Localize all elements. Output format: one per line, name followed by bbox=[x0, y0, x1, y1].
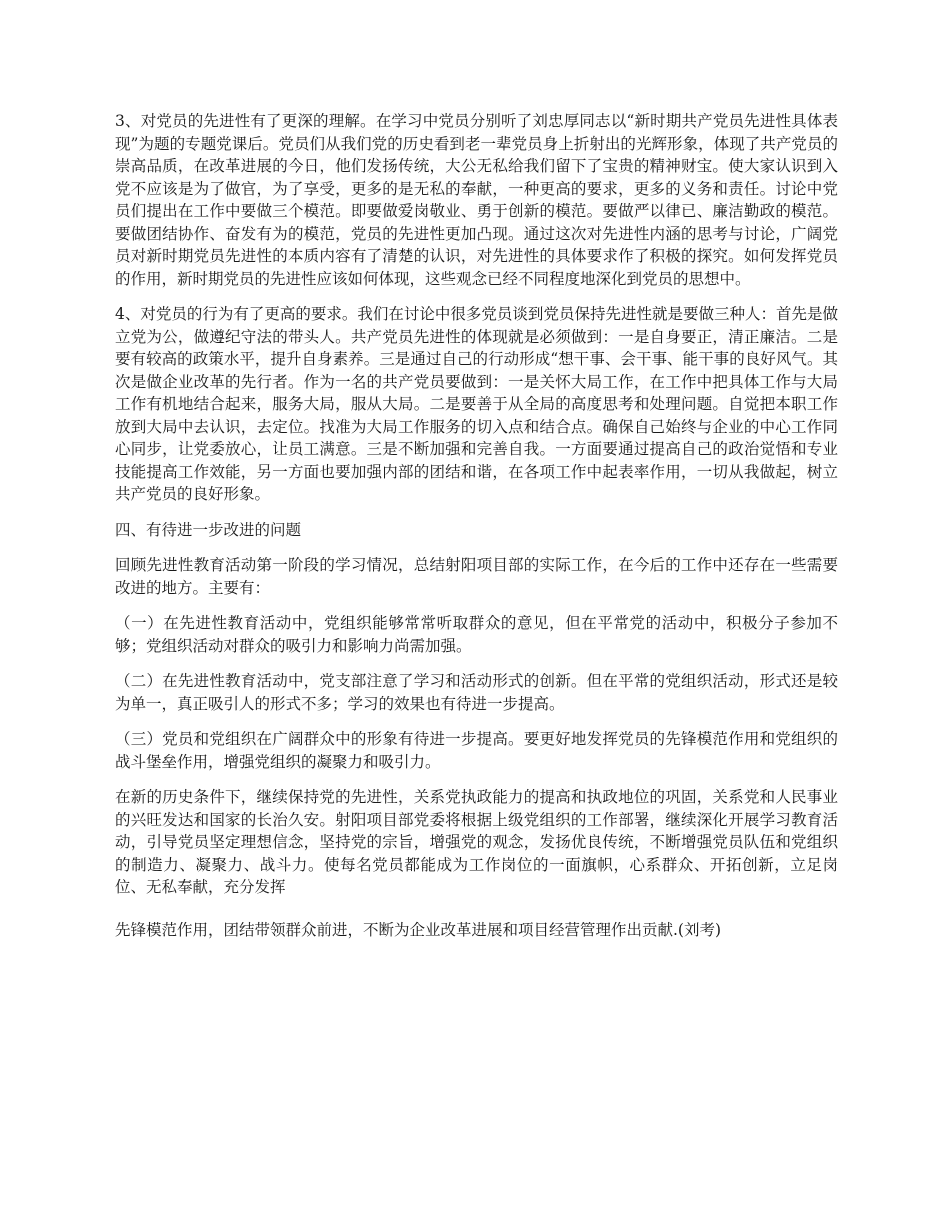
final-line: 先锋模范作用，团结带领群众前进，不断为企业改革进展和项目经营管理作出贡献.(刘考) bbox=[115, 920, 722, 939]
issue-item-1: （一）在先进性教育活动中，党组织能够常常听取群众的意见，但在平常党的活动中，积极分子参加不够；党组织活动对群众的吸引力和影响力尚需加强。 bbox=[115, 614, 838, 655]
closing-paragraph: 在新的历史条件下，继续保持党的先进性，关系党执政能力的提高和执政地位的巩固，关系党和人民事业的兴旺发达和国家的长治久安。射阳项目部党委将根据上级党组织的工作部署，继续深化开展学习教育活动，引导党员坚定理想信念，坚持党的宗旨，增强党的观念，发扬优良传统，不断增强党员队伍和党组织的制造力、凝聚力、战斗力。使每名党员都能成为工作岗位的一面旗帜，心系群众、开拓创新，立足岗位、无私奉献，充分发挥 bbox=[115, 788, 838, 896]
document-body bbox=[115, 110, 838, 954]
paragraph-requirements: 4、对党员的行为有了更高的要求。我们在讨论中很多党员谈到党员保持先进性就是要做三种人：首先是做立党为公，做遵纪守法的带头人。共产党员先进性的体现就是必须做到：一是自身要正，清正廉洁。二是要有较高的政策水平，提升自身素养。三是通过自己的行动形成“想干事、会干事、能干事的良好风气。其次是做企业改革的先行者。作为一名的共产党员要做到：一是关怀大局工作，在工作中把具体工作与大局工作有机地结合起来，服务大局，服从大局。二是要善于从全局的高度思考和处理问题。自觉把本职工作放到大局中去认识，去定位。找准为大局工作服务的切入点和结合点。确保自己始终与企业的中心工作同心同步，让党委放心，让员工满意。三是不断加强和完善自我。一方面要通过提高自己的政治觉悟和专业技能提高工作效能，另一方面也要加强内部的团结和谐，在各项工作中起表率作用，一切从我做起，树立共产党员的良好形象。 bbox=[115, 305, 838, 503]
issue-item-3: （三）党员和党组织在广阔群众中的形象有待进一步提高。要更好地发挥党员的先锋模范作用和党组织的战斗堡垒作用，增强党组织的凝聚力和吸引力。 bbox=[115, 730, 838, 771]
section-intro: 回顾先进性教育活动第一阶段的学习情况，总结射阳项目部的实际工作，在今后的工作中还存在一些需要改进的地方。主要有： bbox=[115, 556, 838, 597]
paragraph-understanding: 3、对党员的先进性有了更深的理解。在学习中党员分别听了刘忠厚同志以“新时期共产党员先进性具体表现”为题的专题党课后。党员们从我们党的历史看到老一辈党员身上折射出的光辉形象，体现了共产党员的崇高品质，在改革进展的今日，他们发扬传统，大公无私给我们留下了宝贵的精神财宝。使大家认识到入党不应该是为了做官，为了享受，更多的是无私的奉献，一种更高的要求，更多的义务和责任。讨论中党员们提出在工作中要做三个模范。即要做爱岗敬业、勇于创新的模范。要做严以律已、廉洁勤政的模范。要做团结协作、奋发有为的模范，党员的先进性更加凸现。通过这次对先进性内涵的思考与讨论，广阔党员对新时期党员先进性的本质内容有了清楚的认识，对先进性的具体要求作了积极的探究。如何发挥党员的作用，新时期党员的先进性应该如何体现，这些观念已经不同程度地深化到党员的思想中。 bbox=[115, 112, 838, 288]
section-heading: 四、有待进一步改进的问题 bbox=[115, 520, 302, 539]
issue-item-2: （二）在先进性教育活动中，党支部注意了学习和活动形式的创新。但在平常的党组织活动，形式还是较为单一，真正吸引人的形式不多；学习的效果也有待进一步提高。 bbox=[115, 672, 838, 713]
